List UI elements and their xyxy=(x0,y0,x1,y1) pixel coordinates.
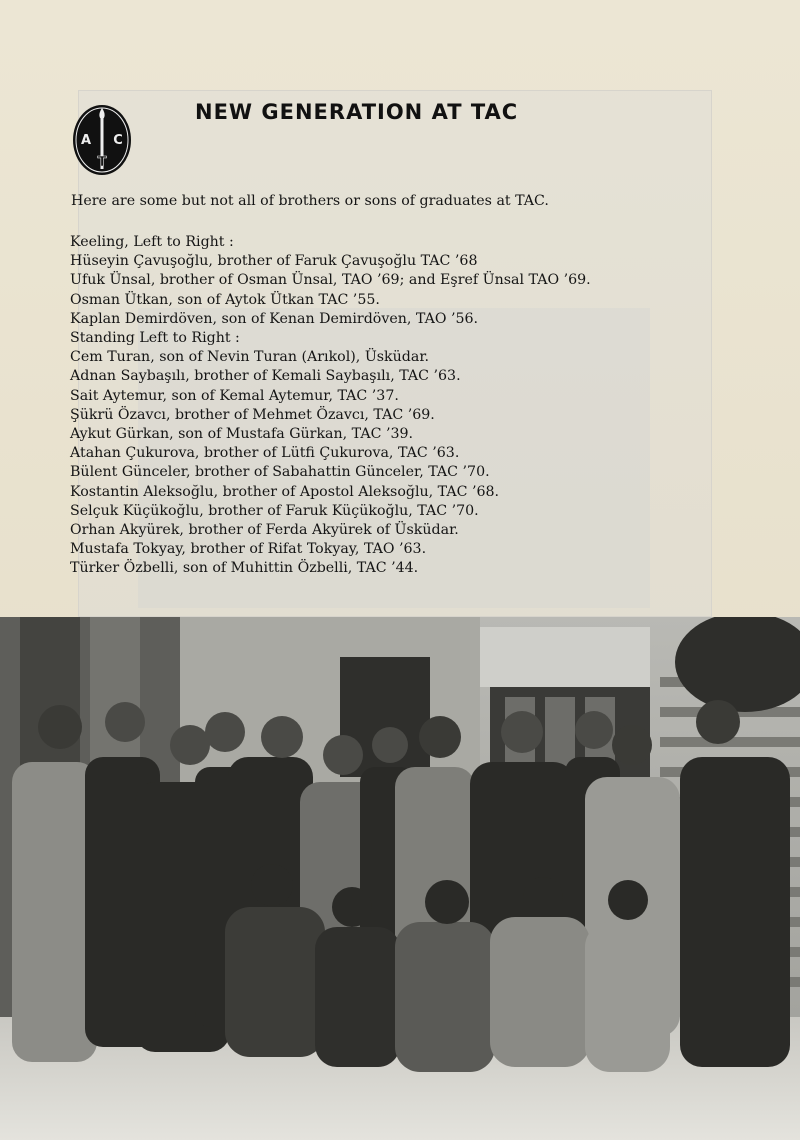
caption-line: Sait Aytemur, son of Kemal Aytemur, TAC ’37. xyxy=(70,387,399,404)
page-title: NEW GENERATION AT TAC xyxy=(195,100,519,124)
caption-line: Kostantin Aleksoğlu, brother of Apostol Aleksoğlu, TAC ’68. xyxy=(70,483,500,500)
logo-letter-t: T xyxy=(97,155,107,170)
caption-line: Bülent Günceler, brother of Sabahattin Günceler, TAC ’70. xyxy=(70,464,490,481)
tac-logo-icon xyxy=(72,104,132,176)
caption-line: Atahan Çukurova, brother of Lütfi Çukurova, TAC ’63. xyxy=(70,445,460,462)
logo-letter-c: C xyxy=(113,133,123,148)
caption-line: Standing Left to Right : xyxy=(70,330,240,347)
caption-line: Adnan Saybaşılı, brother of Kemali Saybaşılı, TAC ’63. xyxy=(70,368,461,385)
caption-list xyxy=(70,233,591,579)
caption-line: Mustafa Tokyay, brother of Rifat Tokyay, TAO ’63. xyxy=(70,541,427,558)
caption-line: Hüseyin Çavuşoğlu, brother of Faruk Çavuşoğlu TAC ’68 xyxy=(70,253,478,270)
caption-line: Selçuk Küçükoğlu, brother of Faruk Küçükoğlu, TAC ’70. xyxy=(70,502,479,519)
caption-line: Şükrü Özavcı, brother of Mehmet Özavcı, TAC ’69. xyxy=(70,406,435,423)
caption-line: Kaplan Demirdöven, son of Kenan Demirdöven, TAO ’56. xyxy=(70,310,479,327)
caption-line: Keeling, Left to Right : xyxy=(70,234,234,250)
logo-letter-a: A xyxy=(80,133,92,148)
caption-line: Cem Turan, son of Nevin Turan (Arıkol), Üsküdar. xyxy=(70,349,430,366)
group-photograph xyxy=(0,617,800,1140)
caption-line: Ufuk Ünsal, brother of Osman Ünsal, TAO ’69; and Eşref Ünsal TAO ’69. xyxy=(70,272,591,289)
caption-line: Türker Özbelli, son of Muhittin Özbelli, TAC ’44. xyxy=(70,560,419,577)
caption-line: Osman Ütkan, son of Aytok Ütkan TAC ’55. xyxy=(70,291,380,308)
caption-line: Aykut Gürkan, son of Mustafa Gürkan, TAC ’39. xyxy=(70,426,414,443)
intro-text: Here are some but not all of brothers or sons of graduates at TAC. xyxy=(71,193,549,209)
caption-line: Orhan Akyürek, brother of Ferda Akyürek of Üsküdar. xyxy=(70,522,459,539)
